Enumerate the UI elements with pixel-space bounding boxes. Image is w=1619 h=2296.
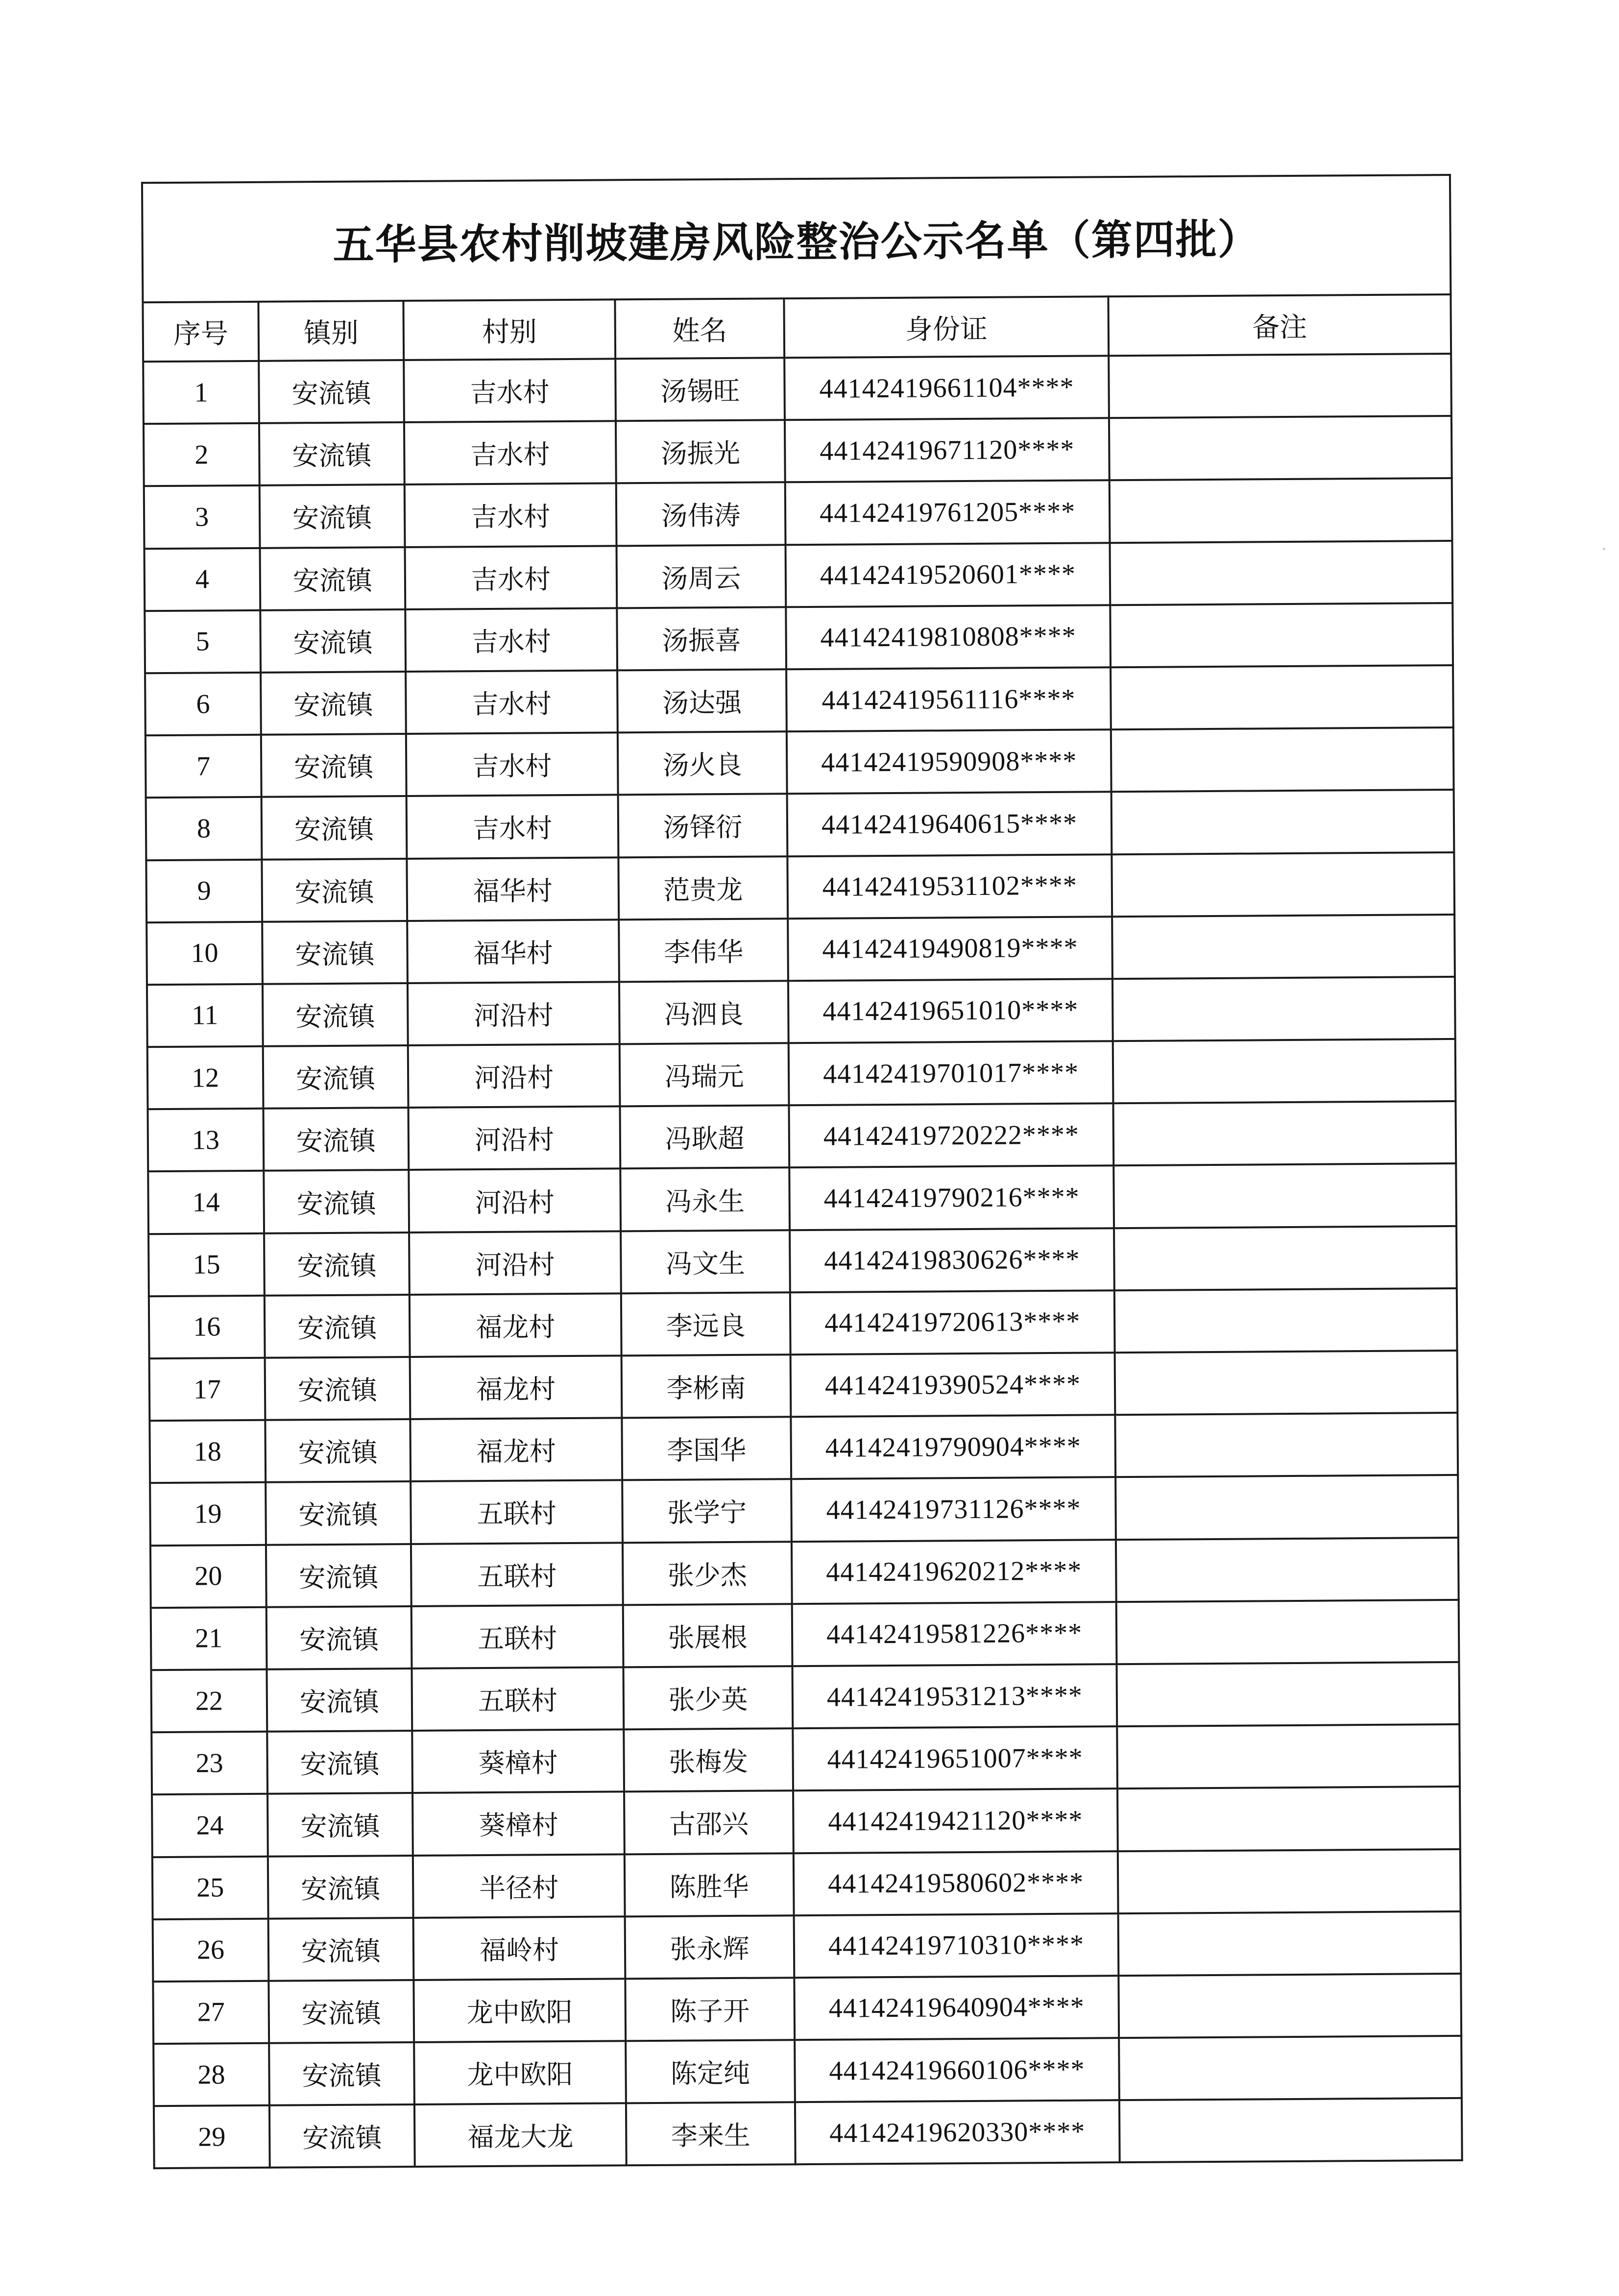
- cell-name: 冯耿超: [620, 1106, 790, 1169]
- cell-remark: [1112, 852, 1454, 916]
- cell-name: 冯永生: [620, 1168, 790, 1231]
- cell-village: 福龙大龙: [414, 2103, 627, 2167]
- table-row: [151, 1724, 1460, 1794]
- table-row: [148, 1163, 1456, 1233]
- cell-remark: [1110, 541, 1452, 605]
- cell-id: 44142419531213****: [792, 1664, 1117, 1728]
- table-row: [144, 478, 1452, 548]
- cell-town: 安流镇: [265, 1357, 411, 1420]
- cell-id: 44142419720613****: [790, 1290, 1115, 1354]
- cell-village: 河沿村: [409, 1107, 621, 1170]
- cell-town: 安流镇: [268, 1918, 414, 1981]
- cell-village: 福华村: [407, 857, 619, 921]
- cell-remark: [1119, 2036, 1462, 2100]
- cell-seq: 9: [146, 859, 262, 922]
- cell-seq: 27: [153, 1981, 269, 2044]
- cell-name: 张少杰: [623, 1542, 792, 1605]
- table-row: [145, 541, 1453, 611]
- cell-name: 冯泗良: [619, 981, 789, 1044]
- table-row: [150, 1537, 1459, 1607]
- cell-town: 安流镇: [261, 734, 407, 797]
- cell-town: 安流镇: [269, 2104, 415, 2168]
- cell-id: 44142419421120****: [793, 1788, 1118, 1853]
- cell-id: 44142419651007****: [793, 1726, 1117, 1790]
- cell-id: 44142419720222****: [789, 1103, 1113, 1167]
- cell-name: 汤周云: [617, 545, 786, 608]
- cell-town: 安流镇: [259, 422, 405, 485]
- cell-name: 古邵兴: [624, 1791, 794, 1854]
- cell-id: 44142419651010****: [788, 979, 1113, 1043]
- cell-seq: 2: [144, 423, 260, 486]
- table-row: [149, 1413, 1458, 1483]
- cell-remark: [1115, 1475, 1458, 1539]
- cell-town: 安流镇: [267, 1731, 412, 1794]
- cell-village: 福华村: [407, 919, 619, 983]
- cell-town: 安流镇: [263, 983, 408, 1046]
- table-row: [152, 1787, 1460, 1857]
- cell-seq: 1: [143, 361, 259, 424]
- cell-town: 安流镇: [266, 1544, 411, 1607]
- cell-name: 李国华: [622, 1417, 791, 1480]
- cell-seq: 12: [147, 1046, 264, 1110]
- cell-village: 福岭村: [413, 1916, 626, 1980]
- cell-id: 44142419640615****: [787, 792, 1112, 856]
- cell-seq: 13: [148, 1109, 264, 1172]
- cell-name: 冯文生: [621, 1230, 790, 1293]
- table-body: [143, 354, 1462, 2169]
- cell-town: 安流镇: [266, 1606, 412, 1669]
- cell-town: 安流镇: [266, 1481, 411, 1545]
- cell-town: 安流镇: [265, 1295, 410, 1358]
- cell-remark: [1112, 790, 1454, 854]
- cell-id: 44142419731126****: [791, 1477, 1116, 1542]
- cell-seq: 3: [144, 485, 260, 549]
- table-row: [150, 1475, 1458, 1545]
- cell-seq: 15: [148, 1233, 265, 1296]
- cell-name: 李远良: [621, 1292, 791, 1355]
- cell-seq: 26: [153, 1918, 269, 1982]
- cell-village: 半径村: [413, 1854, 625, 1918]
- cell-name: 李彬南: [622, 1354, 791, 1418]
- cell-village: 吉水村: [404, 359, 616, 422]
- roster-table: [141, 174, 1463, 2170]
- cell-village: 五联村: [412, 1667, 624, 1731]
- cell-name: 张梅发: [624, 1728, 793, 1791]
- table-row: [151, 1600, 1459, 1670]
- column-header-name: 姓名: [615, 298, 784, 359]
- cell-town: 安流镇: [264, 1170, 409, 1233]
- cell-town: 安流镇: [260, 547, 406, 610]
- table-row: [145, 727, 1454, 798]
- cell-seq: 10: [146, 922, 263, 985]
- cell-name: 汤铎衍: [618, 794, 788, 857]
- cell-remark: [1117, 1787, 1460, 1851]
- cell-name: 张永辉: [625, 1915, 795, 1979]
- cell-village: 五联村: [411, 1605, 624, 1668]
- column-header-id: 身份证: [784, 296, 1109, 358]
- cell-name: 汤火良: [618, 731, 787, 795]
- cell-name: 陈子开: [625, 1978, 795, 2041]
- cell-town: 安流镇: [269, 2042, 414, 2105]
- cell-remark: [1112, 977, 1455, 1041]
- cell-remark: [1110, 478, 1452, 542]
- cell-id: 44142419620212****: [792, 1540, 1116, 1604]
- cell-remark: [1112, 915, 1455, 979]
- cell-seq: 8: [146, 797, 262, 860]
- table-row: [153, 1974, 1461, 2044]
- cell-remark: [1113, 1163, 1456, 1228]
- cell-seq: 28: [153, 2043, 269, 2106]
- cell-village: 福龙村: [410, 1293, 622, 1357]
- cell-seq: 19: [150, 1482, 266, 1546]
- cell-village: 福龙村: [410, 1418, 622, 1482]
- cell-id: 44142419620330****: [795, 2100, 1120, 2164]
- cell-remark: [1109, 416, 1452, 480]
- cell-village: 龙中欧阳: [413, 1979, 626, 2042]
- cell-town: 安流镇: [267, 1793, 413, 1856]
- column-header-remark: 备注: [1108, 294, 1451, 356]
- table-row: [145, 665, 1453, 735]
- column-header-village: 村别: [403, 299, 615, 360]
- cell-id: 44142419490819****: [788, 917, 1112, 981]
- cell-village: 葵樟村: [412, 1729, 624, 1793]
- cell-seq: 5: [145, 610, 261, 674]
- cell-name: 陈定纯: [626, 2040, 795, 2103]
- cell-remark: [1119, 2098, 1462, 2162]
- cell-id: 44142419761205****: [785, 481, 1110, 545]
- cell-id: 44142419661104****: [784, 356, 1109, 420]
- cell-id: 44142419561116****: [786, 667, 1111, 731]
- column-header-seq: 序号: [143, 302, 259, 362]
- cell-seq: 16: [149, 1296, 265, 1359]
- table-row: [147, 977, 1455, 1047]
- cell-town: 安流镇: [260, 484, 405, 548]
- cell-seq: 21: [151, 1607, 267, 1670]
- cell-id: 44142419830626****: [790, 1228, 1114, 1292]
- table-row: [143, 354, 1451, 424]
- cell-id: 44142419590908****: [787, 729, 1112, 794]
- cell-village: 吉水村: [406, 670, 618, 734]
- cell-id: 44142419810808****: [786, 605, 1111, 669]
- cell-seq: 22: [151, 1669, 267, 1733]
- cell-remark: [1109, 354, 1451, 418]
- cell-seq: 7: [145, 735, 262, 798]
- cell-id: 44142419701017****: [789, 1041, 1113, 1105]
- cell-remark: [1113, 1101, 1456, 1165]
- cell-name: 汤锡旺: [615, 358, 785, 421]
- table-row: [153, 1911, 1461, 1982]
- cell-remark: [1111, 727, 1454, 792]
- cell-seq: 24: [152, 1794, 268, 1857]
- cell-seq: 29: [154, 2105, 270, 2169]
- cell-id: 44142419531102****: [787, 854, 1112, 918]
- cell-town: 安流镇: [260, 609, 406, 673]
- cell-name: 陈胜华: [625, 1853, 794, 1916]
- cell-seq: 6: [145, 673, 261, 736]
- cell-village: 吉水村: [405, 608, 617, 672]
- cell-village: 河沿村: [408, 1044, 620, 1108]
- cell-town: 安流镇: [259, 360, 404, 423]
- cell-name: 汤达强: [617, 669, 787, 732]
- table-row: [146, 915, 1455, 985]
- cell-name: 冯瑞元: [620, 1043, 789, 1106]
- cell-id: 44142419640904****: [794, 1976, 1119, 2040]
- cell-remark: [1118, 1974, 1461, 2038]
- cell-remark: [1110, 603, 1453, 667]
- cell-village: 吉水村: [407, 795, 619, 859]
- cell-name: 李伟华: [619, 918, 788, 982]
- cell-name: 汤振光: [616, 420, 785, 483]
- cell-town: 安流镇: [262, 859, 407, 922]
- cell-id: 44142419660106****: [795, 2038, 1119, 2102]
- cell-remark: [1114, 1226, 1457, 1290]
- cell-town: 安流镇: [264, 1233, 410, 1296]
- table-row: [147, 1039, 1456, 1109]
- cell-village: 吉水村: [406, 733, 618, 797]
- column-header-town: 镇别: [258, 301, 404, 361]
- table-row: [148, 1101, 1456, 1171]
- cell-village: 吉水村: [405, 546, 617, 609]
- cell-name: 汤伟涛: [616, 483, 786, 546]
- cell-town: 安流镇: [268, 1980, 414, 2043]
- table-row: [154, 2098, 1462, 2168]
- cell-id: 44142419710310****: [794, 1913, 1119, 1978]
- cell-id: 44142419790904****: [791, 1415, 1115, 1479]
- table-row: [146, 852, 1454, 922]
- cell-remark: [1116, 1662, 1459, 1726]
- cell-town: 安流镇: [262, 796, 407, 859]
- cell-name: 范贵龙: [618, 856, 788, 919]
- cell-town: 安流镇: [265, 1419, 411, 1482]
- cell-remark: [1114, 1288, 1457, 1353]
- cell-remark: [1115, 1351, 1458, 1415]
- cell-town: 安流镇: [264, 1108, 409, 1171]
- cell-remark: [1118, 1849, 1461, 1913]
- header-row: [143, 294, 1451, 362]
- cell-remark: [1113, 1039, 1456, 1103]
- table-row: [149, 1288, 1457, 1358]
- table-row: [152, 1849, 1461, 1919]
- document-title: 五华县农村削坡建房风险整治公示名单（第四批）: [142, 175, 1450, 302]
- cell-remark: [1111, 665, 1453, 729]
- cell-village: 河沿村: [409, 1231, 621, 1295]
- cell-village: 葵樟村: [412, 1792, 625, 1856]
- cell-seq: 23: [151, 1732, 267, 1795]
- scan-speck: [1603, 548, 1605, 550]
- cell-town: 安流镇: [262, 921, 408, 984]
- cell-seq: 25: [152, 1856, 268, 1919]
- cell-name: 张展根: [623, 1604, 793, 1667]
- cell-remark: [1116, 1600, 1459, 1664]
- cell-remark: [1118, 1911, 1461, 1976]
- table-row: [148, 1226, 1457, 1296]
- table-row: [145, 603, 1453, 673]
- cell-village: 五联村: [411, 1480, 623, 1544]
- table-row: [151, 1662, 1460, 1732]
- cell-id: 44142419390524****: [791, 1353, 1115, 1417]
- cell-id: 44142419580602****: [794, 1851, 1118, 1915]
- cell-remark: [1116, 1537, 1459, 1601]
- cell-village: 五联村: [411, 1543, 623, 1606]
- cell-seq: 11: [147, 984, 263, 1047]
- cell-village: 龙中欧阳: [414, 2041, 626, 2104]
- cell-name: 张少英: [623, 1666, 793, 1729]
- table-row: [153, 2036, 1462, 2106]
- cell-seq: 18: [149, 1420, 266, 1483]
- cell-seq: 4: [145, 548, 261, 611]
- cell-id: 44142419671120****: [785, 418, 1110, 482]
- cell-name: 汤振喜: [617, 607, 786, 670]
- cell-town: 安流镇: [263, 1045, 409, 1109]
- cell-village: 福龙村: [410, 1355, 622, 1419]
- cell-id: 44142419581226****: [792, 1602, 1117, 1666]
- cell-remark: [1115, 1413, 1458, 1477]
- cell-village: 河沿村: [408, 982, 620, 1045]
- cell-id: 44142419790216****: [789, 1166, 1114, 1230]
- cell-name: 张学宁: [622, 1479, 792, 1543]
- cell-id: 44142419520601****: [786, 543, 1111, 607]
- cell-town: 安流镇: [268, 1855, 413, 1918]
- cell-seq: 17: [149, 1358, 266, 1421]
- cell-town: 安流镇: [261, 672, 406, 735]
- cell-remark: [1117, 1724, 1460, 1788]
- cell-seq: 20: [150, 1545, 266, 1608]
- table-row: [149, 1351, 1458, 1421]
- table-row: [146, 790, 1454, 860]
- cell-village: 河沿村: [409, 1169, 621, 1233]
- cell-town: 安流镇: [267, 1668, 412, 1732]
- cell-name: 李来生: [626, 2102, 796, 2165]
- table-row: [144, 416, 1452, 486]
- cell-seq: 14: [148, 1171, 264, 1234]
- cell-village: 吉水村: [404, 421, 616, 485]
- cell-village: 吉水村: [405, 483, 617, 547]
